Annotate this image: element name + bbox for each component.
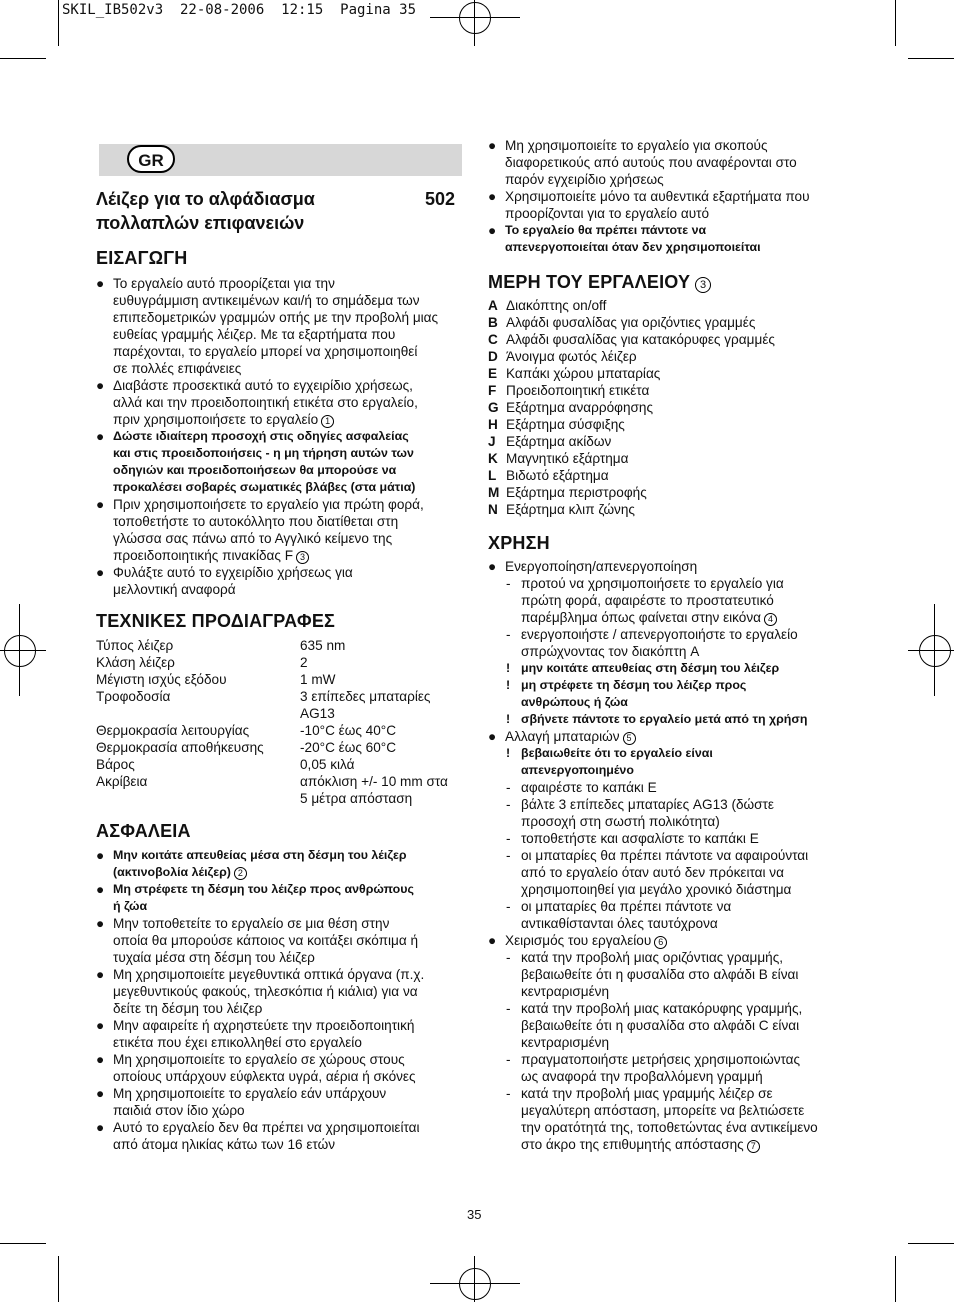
crop-mark: [908, 58, 954, 59]
registration-mark: [919, 635, 951, 667]
dash-marker: -: [506, 627, 511, 642]
part-letter: H: [488, 417, 498, 432]
safety-warning: Το εργαλείο θα πρέπει πάντοτε να απενεργοποιείται όταν δεν χρησιμοποιείται: [505, 223, 761, 254]
spec-value: -10°C έως 40°C: [300, 723, 397, 738]
usage-step: οι μπαταρίες θα πρέπει πάντοτε να αφαιρούνται από το εργαλείο όταν αυτό δεν πρόκειται να χρησιμοποιηθεί για μεγάλο χρονικό διάστημα: [521, 848, 809, 897]
part-name: Εξάρτημα κλιπ ζώνης: [506, 502, 635, 517]
part-letter: F: [488, 383, 497, 398]
bullet: ●: [96, 848, 105, 863]
part-name: Εξάρτημα σύσφιξης: [506, 417, 625, 432]
spec-value: 0,05 κιλά: [300, 757, 355, 772]
spec-label: Τροφοδοσία: [96, 689, 171, 704]
spec-label: Θερμοκρασία αποθήκευσης: [96, 740, 264, 755]
spec-value: 635 nm: [300, 638, 346, 653]
dash-marker: -: [506, 848, 511, 863]
registration-mark: [430, 1283, 520, 1284]
usage-item: Αλλαγή μπαταριών 5: [505, 728, 636, 745]
registration-mark: [459, 2, 491, 34]
dash-marker: -: [506, 831, 511, 846]
part-name: Εξάρτημα ακίδων: [506, 434, 612, 449]
intro-item: Πριν χρησιμοποιήσετε το εργαλείο για πρώτη φορά, τοποθετήστε το αυτοκόλλητο που διατίθεται στη γλώσσα σας πάνω από το Αγγλικό κείμενο της προειδοποιητικής πινακίδας F 3: [113, 497, 424, 563]
section-heading-specs: ΤΕΧΝΙΚΕΣ ΠΡΟΔΙΑΓΡΑΦΕΣ: [96, 611, 336, 631]
figure-ref: 7: [747, 1140, 760, 1153]
bullet: ●: [96, 1120, 105, 1135]
usage-step: οι μπαταρίες θα πρέπει πάντοτε να αντικαθίστανται όλες ταυτόχρονα: [521, 899, 732, 931]
figure-ref: 1: [321, 415, 334, 428]
part-name: Διακόπτης on/off: [506, 298, 607, 313]
usage-warning: σβήνετε πάντοτε το εργαλείο μετά από τη χρήση: [521, 712, 808, 726]
dash-marker: -: [506, 576, 511, 591]
safety-item: Μη χρησιμοποιείτε το εργαλείο εάν υπάρχουν παιδιά στον ίδιο χώρο: [113, 1086, 387, 1118]
spec-value: 2: [300, 655, 308, 670]
bullet: ●: [488, 223, 497, 238]
figure-ref: 6: [654, 936, 667, 949]
spec-label: Ακρίβεια: [96, 774, 148, 789]
bullet: ●: [96, 882, 105, 897]
dash-marker: -: [506, 1052, 511, 1067]
part-name: Καπάκι χώρου μπαταρίας: [506, 366, 661, 381]
safety-item: Αυτό το εργαλείο δεν θα πρέπει να χρησιμοποιείται από άτομα ηλικίας κάτω των 16 ετών: [113, 1120, 420, 1152]
crop-mark: [58, 0, 59, 46]
bullet: ●: [488, 138, 497, 153]
part-letter: M: [488, 485, 500, 500]
safety-warning: Μην κοιτάτε απευθείας μέσα στη δέσμη του λέιζερ (ακτινοβολία λέιζερ) 2: [113, 848, 407, 879]
part-name: Προειδοποιητική ετικέτα: [506, 383, 650, 398]
usage-step: ενεργοποιήστε / απενεργοποιήστε το εργαλείο σπρώχνοντας τον διακόπτη A: [521, 627, 798, 659]
dash-marker: -: [506, 797, 511, 812]
warning-marker: !: [506, 746, 511, 760]
spec-label: Τύπος λέιζερ: [96, 638, 174, 653]
dash-marker: -: [506, 1086, 511, 1101]
figure-ref: 2: [234, 867, 247, 880]
spec-label: Βάρος: [96, 757, 135, 772]
safety-item: Μην αφαιρείτε ή αχρηστεύετε την προειδοποιητική ετικέτα που έχει επικολληθεί στο εργαλείο: [113, 1018, 415, 1050]
part-letter: D: [488, 349, 498, 364]
page-number: 35: [467, 1207, 482, 1222]
crop-mark: [895, 0, 896, 46]
usage-warning: μην κοιτάτε απευθείας στη δέσμη του λέιζερ: [521, 661, 780, 675]
dash-marker: -: [506, 899, 511, 914]
crop-mark: [58, 1256, 59, 1302]
usage-step: τοποθετήστε και ασφαλίστε το καπάκι E: [521, 831, 759, 846]
figure-ref: 3: [296, 551, 309, 564]
figure-ref: 5: [623, 732, 636, 745]
registration-mark: [474, 1256, 475, 1302]
usage-step: κατά την προβολή μιας οριζόντιας γραμμής, βεβαιωθείτε ότι η φυσαλίδα στο αλφάδι B είναι κεντραρισμένη: [521, 950, 799, 999]
bullet: ●: [96, 916, 105, 931]
bullet: ●: [488, 189, 497, 204]
usage-item: Ενεργοποίηση/απενεργοποίηση: [505, 559, 698, 574]
warning-marker: !: [506, 678, 511, 692]
title-line: πολλαπλών επιφανειών: [96, 213, 305, 233]
spec-value: 5 μέτρα απόσταση: [300, 791, 413, 806]
bullet: ●: [96, 565, 105, 580]
spec-label: Θερμοκρασία λειτουργίας: [96, 723, 250, 738]
dash-marker: -: [506, 950, 511, 965]
warning-marker: !: [506, 712, 511, 726]
part-letter: E: [488, 366, 498, 381]
part-letter: J: [488, 434, 496, 449]
spec-value: απόκλιση +/- 10 mm στα: [300, 774, 448, 789]
usage-step: κατά την προβολή μιας κατακόρυφης γραμμής, βεβαιωθείτε ότι η φυσαλίδα στο αλφάδι C είναι κεντραρισμένη: [521, 1001, 803, 1050]
part-name: Άνοιγμα φωτός λέιζερ: [506, 349, 637, 364]
bullet: ●: [488, 559, 497, 574]
doc-title: [96, 187, 315, 235]
registration-mark: [430, 17, 520, 18]
intro-warning: Δώστε ιδιαίτερη προσοχή στις οδηγίες ασφαλείας και στις προειδοποιήσεις - η μη τήρηση αυτών των οδηγιών και προειδοποιήσεων θα μπορούσε να προκαλέσει σοβαρές σωματικές βλάβες (στα μάτια): [113, 429, 416, 494]
print-header: SKIL_IB502v3 22-08-2006 12:15 Pagina 35: [62, 2, 417, 18]
intro-item: Διαβάστε προσεκτικά αυτό το εγχειρίδιο χρήσεως, αλλά και την προειδοποιητική ετικέτα στο εργαλείο, πριν χρησιμοποιήσετε το εργαλείο 1: [113, 378, 418, 427]
spec-value: -20°C έως 60°C: [300, 740, 397, 755]
registration-mark: [4, 635, 36, 667]
part-name: Βιδωτό εξάρτημα: [506, 468, 609, 483]
bullet: ●: [96, 429, 105, 444]
crop-mark: [908, 1243, 954, 1244]
usage-warning: μη στρέφετε τη δέσμη του λέιζερ προς ανθρώπους ή ζώα: [521, 678, 747, 709]
section-heading-safety: ΑΣΦΑΛΕΙΑ: [96, 821, 191, 841]
crop-mark: [0, 1243, 46, 1244]
part-letter: K: [488, 451, 498, 466]
safety-item: Μη χρησιμοποιείτε το εργαλείο για σκοπούς διαφορετικούς από αυτούς που αναφέρονται στο παρόν εγχειρίδιο χρήσεως: [505, 138, 797, 187]
title-line: Λέιζερ για το αλφάδιασμα: [96, 189, 315, 209]
usage-item: Χειρισμός του εργαλείου 6: [505, 932, 667, 949]
bullet: ●: [96, 967, 105, 982]
part-letter: A: [488, 298, 498, 313]
usage-step: αφαιρέστε το καπάκι E: [521, 780, 657, 795]
part-name: Μαγνητικό εξάρτημα: [506, 451, 629, 466]
bullet: ●: [488, 729, 497, 744]
part-letter: B: [488, 315, 498, 330]
usage-step: βάλτε 3 επίπεδες μπαταρίες AG13 (δώστε προσοχή στη σωστή πολικότητα): [521, 797, 774, 829]
crop-mark: [895, 1256, 896, 1302]
part-name: Αλφάδι φυσαλίδας για οριζόντιες γραμμές: [506, 315, 756, 330]
usage-step: προτού να χρησιμοποιήσετε το εργαλείο για πρώτη φορά, αφαιρέστε το προστατευτικό παρέμβλημα όπως φαίνεται στην εικόνα 4: [521, 576, 784, 625]
registration-mark: [474, 0, 475, 46]
bullet: ●: [96, 1018, 105, 1033]
part-name: Εξάρτημα αναρρόφησης: [506, 400, 654, 415]
section-heading-intro: ΕΙΣΑΓΩΓΗ: [96, 248, 188, 268]
bullet: ●: [96, 1052, 105, 1067]
bullet: ●: [96, 1086, 105, 1101]
spec-value: 1 mW: [300, 672, 336, 687]
registration-mark: [908, 650, 954, 651]
part-name: Εξάρτημα περιστροφής: [506, 485, 647, 500]
bullet: ●: [96, 276, 105, 291]
section-heading-parts: ΜΕΡΗ ΤΟΥ ΕΡΓΑΛΕΙΟΥ 3: [488, 271, 711, 293]
language-badge: GR: [127, 145, 175, 173]
usage-step: πραγματοποιήστε μετρήσεις χρησιμοποιώντας ως αναφορά την προβαλλόμενη γραμμή: [521, 1052, 801, 1084]
section-heading-usage: ΧΡΗΣΗ: [488, 533, 550, 553]
bullet: ●: [96, 497, 105, 512]
dash-marker: -: [506, 1001, 511, 1016]
safety-item: Μη χρησιμοποιείτε το εργαλείο σε χώρους στους οποίους υπάρχουν εύφλεκτα υγρά, αέρια ή σκόνες: [113, 1052, 416, 1084]
registration-mark: [459, 1268, 491, 1300]
spec-label: Κλάση λέιζερ: [96, 655, 175, 670]
crop-mark: [0, 58, 46, 59]
spec-value: 3 επίπεδες μπαταρίες: [300, 689, 431, 704]
registration-mark: [0, 650, 46, 651]
spec-value: AG13: [300, 706, 335, 721]
safety-warning: Μη στρέφετε τη δέσμη του λέιζερ προς ανθρώπους ή ζώα: [113, 882, 414, 913]
bullet: ●: [488, 933, 497, 948]
usage-warning: βεβαιωθείτε ότι το εργαλείο είναι απενεργοποιημένο: [521, 746, 713, 777]
part-letter: C: [488, 332, 498, 347]
intro-item: Το εργαλείο αυτό προορίζεται για την ευθυγράμμιση αντικειμένων και/ή το σημάδεμα των επιπεδομετρικών γραμμών οπής με την προβολή μιας ευθείας γραμμής λέιζερ. Με τα εξαρτήματα που παρέχονται, το εργαλείο μπορεί να χρησιμοποιηθεί σε πολλές επιφάνειες: [113, 276, 439, 376]
safety-item: Μην τοποθετείτε το εργαλείο σε μια θέση στην οποία θα μπορούσε κάποιος να κοιτάξει σκόπιμα ή τυχαία μέσα στη δέσμη του λέιζερ: [113, 916, 419, 965]
intro-item: Φυλάξτε αυτό το εγχειρίδιο χρήσεως για μελλοντική αναφορά: [113, 565, 353, 597]
warning-marker: !: [506, 661, 511, 675]
safety-item: Μη χρησιμοποιείτε μεγεθυντικά οπτικά όργανα (π.χ. μεγεθυντικούς φακούς, τηλεσκόπια ή κιάλια) για να δείτε τη δέσμη του λέιζερ: [113, 967, 425, 1016]
safety-item: Χρησιμοποιείτε μόνο τα αυθεντικά εξαρτήματα που προορίζονται για το εργαλείο αυτό: [505, 189, 810, 221]
model-number: 502: [425, 189, 456, 209]
part-letter: G: [488, 400, 499, 415]
part-letter: L: [488, 468, 497, 483]
part-name: Αλφάδι φυσαλίδας για κατακόρυφες γραμμές: [506, 332, 775, 347]
figure-ref: 4: [764, 613, 777, 626]
dash-marker: -: [506, 780, 511, 795]
spec-label: Μέγιστη ισχύς εξόδου: [96, 672, 227, 687]
bullet: ●: [96, 378, 105, 393]
figure-ref: 3: [695, 277, 711, 293]
part-letter: N: [488, 502, 498, 517]
usage-step: κατά την προβολή μιας γραμμής λέιζερ σε μεγαλύτερη απόσταση, μπορείτε να βελτιώσετε την ορατότητά της, τοποθετώντας ένα αντικείμενο στο άκρο της επιθυμητής απόστασης 7: [521, 1086, 818, 1152]
